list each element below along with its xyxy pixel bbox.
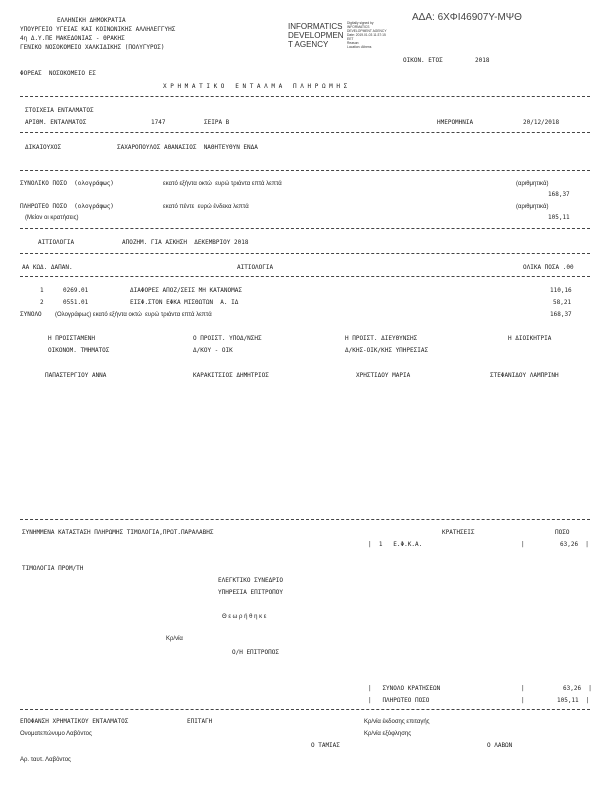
divider <box>20 709 590 710</box>
deduction-amount: 63,26 | <box>560 541 589 548</box>
provider-invoices: ΤΙΜΟΛΟΓΙΑ ΠΡΟΜ/ΤΗ <box>22 565 84 572</box>
signatory-4: ΣΤΕΦΑΝΙΔΟΥ ΛΑΜΠΡΙΝΗ <box>490 372 559 379</box>
deduction-row: | 1 Ε.Φ.Κ.Α. <box>368 541 423 548</box>
divider <box>20 276 590 277</box>
numeric-label: (αριθμητικά) <box>516 181 549 187</box>
total-amount-words: εκατό εξήντα οκτώ ευρώ τριάντα επτά λεπτά <box>163 181 282 187</box>
beneficiary-name: ΣΑΧΑΡΟΠΟΥΛΟΣ ΑΘΑΝΑΣΙΟΣ ΝΑΘΗΤΕΥΘΥΝ ΕΝΔΑ <box>117 144 258 151</box>
sig-head-2: Ο ΠΡΟΙΣΤ. ΥΠΟΔ/ΝΣΗΣ <box>193 335 262 342</box>
reason-text: ΑΠΟΖΗΜ. ΓΙΑ ΑΣΚΗΣΗ ΔΕΚΕΜΒΡΙΟΥ 2018 <box>122 239 249 246</box>
reason-label: ΑΙΤΙΟΛΟΓΙΑ <box>38 239 75 246</box>
ada-code: ΑΔΑ: 6ΧΦΙ46907Υ-ΜΨΘ <box>412 12 522 23</box>
header-hospital: ΓΕΝΙΚΟ ΝΟΣΟΚΟΜΕΙΟ ΧΑΛΚΙΔΙΚΗΣ (ΠΟΛΥΓΥΡΟΣ) <box>20 44 165 51</box>
payable-amount-number: 105,11 <box>548 214 570 221</box>
row-aa: 1 <box>40 287 44 294</box>
payable-amount-words: εκατό πέντε ευρώ ένδεκα λεπτά <box>163 204 249 210</box>
foreas: ΦΟΡΕΑΣ ΝΟΣΟΚΟΜΕΙΟ ΕΣ <box>20 70 96 77</box>
items-total-label: ΣΥΝΟΛΟ <box>20 311 42 318</box>
sig-head-1: Η ΠΡΟΙΣΤΑΜΕΝΗ <box>48 335 95 342</box>
fiscal-year-label: ΟΙΚΟΝ. ΕΤΟΣ <box>403 57 443 64</box>
sig-small-6: Reason: <box>347 41 360 45</box>
beneficiary-label: ΔΙΚΑΙΟΥΧΟΣ <box>25 144 62 151</box>
sig-small-7: Location: Athens <box>347 45 372 49</box>
items-total-words: (Ολογράφως) εκατό εξήντα οκτώ ευρώ τριάντα επτά λεπτά <box>55 312 212 318</box>
divider <box>20 253 590 254</box>
sep: | <box>521 541 525 548</box>
sig-head-4: Η ΔΙΟΙΚΗΤΡΙΑ <box>508 335 552 342</box>
attachments-label: ΣΥΝΗΜΜΕΝΑ ΚΑΤΑΣΤΑΣΗ ΠΛΗΡΩΜΗΣ ΤΙΜΟΛΟΓΙΑ,ΠΡΩΤ.ΠΑΡΑΛΑΒΗΣ <box>22 529 214 536</box>
row-amount: 58,21 <box>553 299 572 306</box>
col-header-amount: ΟΛΙΚΑ ΠΟΣΑ .00 <box>523 264 574 271</box>
row-code: 0269.01 <box>63 287 89 294</box>
sig-small-4: Date: 2019.01.03 11:37:15 <box>347 33 386 37</box>
audit-date: Κρ/νία <box>166 636 183 642</box>
total-amount-label: ΣΥΝΟΛΙΚΟ ΠΟΣΟ (ολογράφως) <box>20 180 114 187</box>
signatory-2: ΚΑΡΑΚΙΤΣΙΟΣ ΔΗΜΗΤΡΙΟΣ <box>193 372 269 379</box>
row-code: 0551.01 <box>63 299 89 306</box>
date: 20/12/2018 <box>523 119 560 126</box>
divider <box>20 96 590 97</box>
signatory-3: ΧΡΗΣΤΙΔΟΥ ΜΑΡΙΑ <box>356 372 411 379</box>
row-amount: 110,16 <box>550 287 572 294</box>
row-aa: 2 <box>40 299 44 306</box>
check-issue-date: Κρ/νία έκδοσης επιταγής <box>364 719 430 725</box>
row-desc: ΕΙΣΦ.ΣΤΟΝ ΕΦΚΑ ΜΙΣΘΩΤΩΝ Α. ΙΔ <box>130 299 239 306</box>
auditor: Ο/Η ΕΠΙΤΡΟΠΟΣ <box>232 649 279 656</box>
logo-line-2: DEVELOPMEN <box>288 31 344 40</box>
header-republic: ΕΛΛΗΝΙΚΗ ΔΗΜΟΚΡΑΤΙΑ <box>57 17 126 24</box>
items-total-amount: 168,37 <box>550 311 572 318</box>
receiver-name-label: Ονοματεπώνυμο Λαβόντος <box>20 731 92 737</box>
sig-small-1: Digitally signed by <box>347 21 374 25</box>
numeric-label: (αριθμητικά) <box>516 204 549 210</box>
sig-small-3: DEVELOPMENT AGENCY <box>347 29 387 33</box>
header-region: 4η Δ.Υ.ΠΕ ΜΑΚΕΔΟΝΙΑΣ - ΘΡΑΚΗΣ <box>20 35 125 42</box>
fiscal-year: 2018 <box>475 57 490 64</box>
divider <box>20 170 590 171</box>
sig-head-3: Η ΠΡΟΙΣΤ. ΔΙΕΥΘΥΝΣΗΣ <box>345 335 418 342</box>
entalma-section: ΣΤΟΙΧΕΙΑ ΕΝΤΑΛΜΑΤΟΣ <box>25 107 94 114</box>
check-label: ΕΠΙΤΑΓΗ <box>187 718 213 725</box>
logo-line-3: T AGENCY <box>288 40 329 49</box>
series: ΣΕΙΡΑ Β <box>204 119 230 126</box>
payable-total-label: | ΠΛΗΡΩΤΕΟ ΠΟΣΟ <box>368 697 430 704</box>
document-title: Χ Ρ Η Μ Α Τ Ι Κ Ο Ε Ν Τ Α Λ Μ Α Π Λ Η Ρ Ω Μ Η Σ <box>163 83 348 90</box>
deductions-header: ΚΡΑΤΗΣΕΙΣ <box>442 529 475 536</box>
payable-amount-label: ΠΛΗΡΩΤΕΟ ΠΟΣΟ (ολογράφως) <box>20 203 114 210</box>
receiver: Ο ΛΑΒΩΝ <box>487 742 513 749</box>
sig-sub-1: ΟΙΚΟΝΟΜ. ΤΜΗΜΑΤΟΣ <box>48 347 110 354</box>
amount-header: ΠΟΣΟ <box>555 529 570 536</box>
sep: | <box>521 697 525 704</box>
signatory-1: ΠΑΠΑΣΤΕΡΓΙΟΥ ΑΝΝΑ <box>45 372 107 379</box>
audit-court: ΕΛΕΓΚΤΙΚΟ ΣΥΝΕΔΡΙΟ <box>218 577 284 584</box>
sig-sub-2: Δ/ΚΟΥ - ΟΙΚ <box>193 347 233 354</box>
issuance-label: ΕΠΟΦΑΝΣΗ ΧΡΗΜΑΤΙΚΟΥ ΕΝΤΑΛΜΑΤΟΣ <box>20 718 129 725</box>
row-desc: ΔΙΑΦΟΡΕΣ ΑΠΟΖ/ΣΕΙΣ ΜΗ ΚΑΤΑΝΟΜΑΣ <box>130 287 242 294</box>
audit-service: ΥΠΗΡΕΣΙΑ ΕΠΙΤΡΟΠΟΥ <box>218 589 284 596</box>
date-label: ΗΜΕΡΟΜΗΝΙΑ <box>437 119 474 126</box>
order-number: 1747 <box>151 119 166 126</box>
col-header-code: ΑΑ ΚΩΔ. ΔΑΠΑΝ. <box>22 264 73 271</box>
total-deductions-value: 63,26 | <box>563 685 592 692</box>
sig-small-2: INFORMATICS <box>347 25 370 29</box>
sig-small-5: EET <box>347 37 354 41</box>
divider <box>20 228 590 229</box>
divider <box>20 519 590 520</box>
order-number-label: ΑΡΙΘΜ. ΕΝΤΑΛΜΑΤΟΣ <box>25 119 87 126</box>
divider <box>20 132 590 133</box>
total-amount-number: 168,37 <box>548 191 570 198</box>
sep: | <box>521 685 525 692</box>
header-ministry: ΥΠΟΥΡΓΕΙΟ ΥΓΕΙΑΣ ΚΑΙ ΚΟΙΝΩΝΙΚΗΣ ΑΛΛΗΛΕΓΓΥΗΣ <box>20 26 176 33</box>
total-deductions-label: | ΣΥΝΟΛΟ ΚΡΑΤΗΣΕΩΝ <box>368 685 441 692</box>
settlement-date: Κρ/νία εξόφλησης <box>364 731 412 737</box>
receiver-id-label: Αρ. ταυτ. Λαβόντος <box>20 757 71 763</box>
logo-line-1: INFORMATICS <box>288 22 343 31</box>
deductions-label: (Μείον οι κρατήσεις) <box>25 215 79 221</box>
audit-approved: Θ ε ω ρ ή θ η κ ε <box>222 614 267 620</box>
payable-total-value: 105,11 | <box>557 697 590 704</box>
col-header-reason: ΑΙΤΙΟΛΟΓΙΑ <box>237 264 274 271</box>
sig-sub-3: Δ/ΚΗΣ-ΟΙΚ/ΚΗΣ ΥΠΗΡΕΣΙΑΣ <box>345 347 429 354</box>
cashier: Ο ΤΑΜΙΑΣ <box>311 742 340 749</box>
